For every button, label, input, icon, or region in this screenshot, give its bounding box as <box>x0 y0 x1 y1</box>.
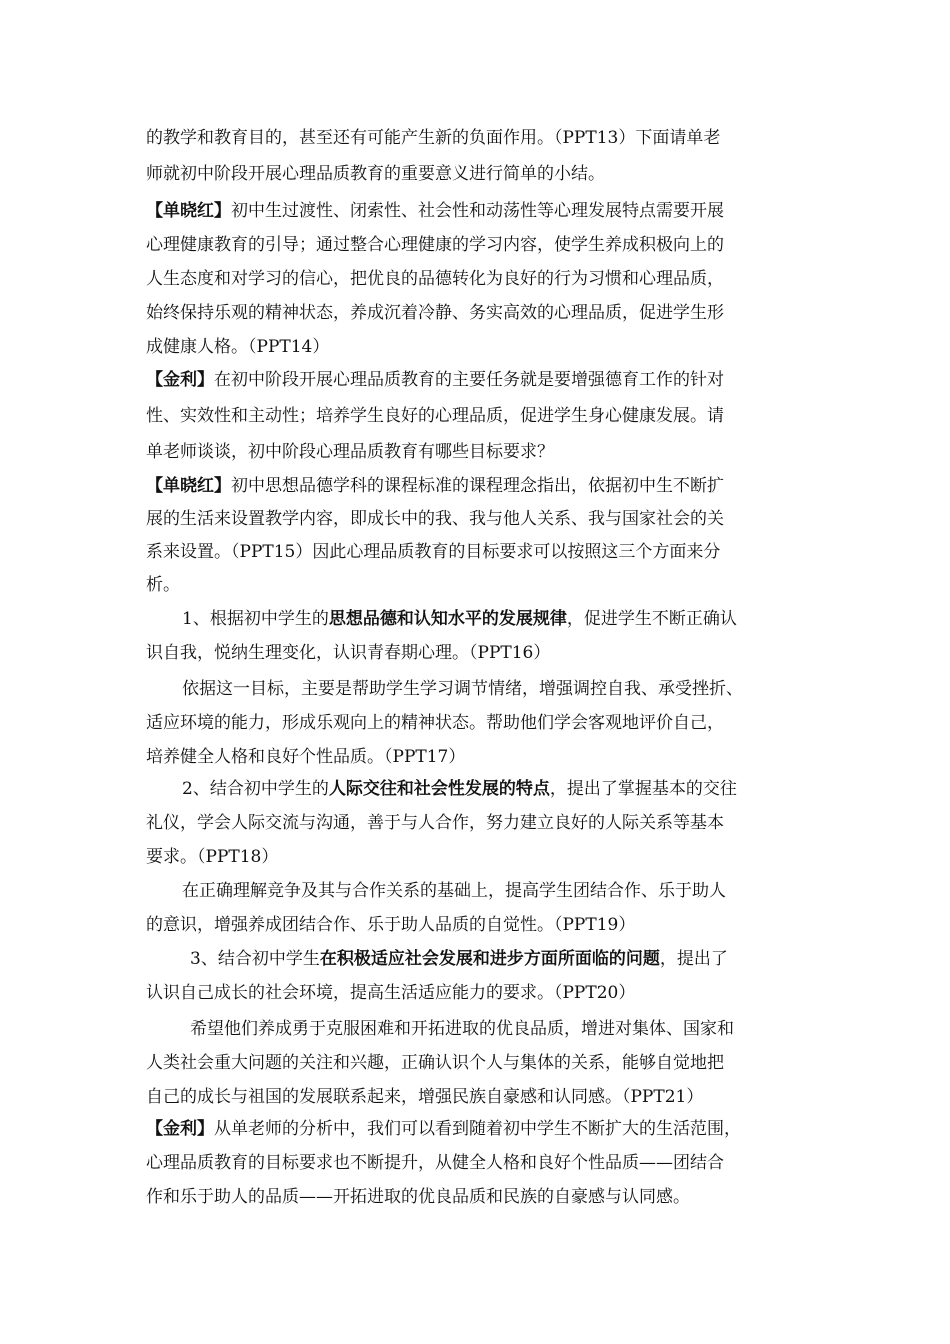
text-segment: ，提出了 <box>659 949 728 969</box>
text-line: 要求。（PPT18） <box>146 847 279 867</box>
text-segment: 2、结合初中学生的 <box>182 779 329 799</box>
list-item-3 <box>146 942 816 1010</box>
text-line: 析。 <box>146 575 180 595</box>
text-line: 系来设置。（PPT15）因此心理品质教育的目标要求可以按照这三个方面来分 <box>146 542 721 562</box>
paragraph-shan-2 <box>146 470 816 602</box>
list-item-1 <box>146 602 816 670</box>
text-segment: ，促进学生不断正确认 <box>566 609 737 629</box>
text-line: 礼仪，学会人际交流与沟通，善于与人合作，努力建立良好的人际关系等基本 <box>146 813 724 833</box>
text-line: 在初中阶段开展心理品质教育的主要任务就是要增强德育工作的针对 <box>214 370 724 390</box>
speaker-label: 【单晓红】 <box>146 476 231 496</box>
text-line: 的意识，增强养成团结合作、乐于助人品质的自觉性。（PPT19） <box>146 915 636 935</box>
text-segment: 3、结合初中学生 <box>190 949 320 969</box>
list-item-2 <box>146 772 816 874</box>
paragraph-goal-1 <box>146 672 816 774</box>
text-line: 单老师谈谈，初中阶段心理品质教育有哪些目标要求？ <box>146 442 554 462</box>
text-line: 展的生活来设置教学内容，即成长中的我、我与他人关系、我与国家社会的关 <box>146 509 724 529</box>
speaker-label: 【金利】 <box>146 370 214 390</box>
text-line: 人生态度和对学习的信心，把优良的品德转化为良好的行为习惯和心理品质， <box>146 269 724 289</box>
text-line: 初中思想品德学科的课程标准的课程理念指出，依据初中生不断扩 <box>231 476 724 496</box>
speaker-label: 【金利】 <box>146 1119 214 1139</box>
text-line: 成健康人格。（PPT14） <box>146 337 330 357</box>
paragraph-jin-1 <box>146 362 816 470</box>
paragraph-goal-2 <box>146 874 816 942</box>
text-line: 心理健康教育的引导；通过整合心理健康的学习内容，使学生养成积极向上的 <box>146 235 724 255</box>
text-line: 师就初中阶段开展心理品质教育的重要意义进行简单的小结。 <box>146 164 605 184</box>
text-line: 识自我，悦纳生理变化，认识青春期心理。（PPT16） <box>146 643 551 663</box>
text-segment: ，提出了掌握基本的交往 <box>549 779 737 799</box>
text-line: 的教学和教育目的，甚至还有可能产生新的负面作用。（PPT13）下面请单老 <box>146 128 721 148</box>
text-line: 依据这一目标，主要是帮助学生学习调节情绪，增强调控自我、承受挫折、 <box>182 679 743 699</box>
paragraph-shan-1 <box>146 194 816 364</box>
text-line: 在正确理解竞争及其与合作关系的基础上，提高学生团结合作、乐于助人 <box>182 881 726 901</box>
emphasis-text: 人际交往和社会性发展的特点 <box>328 779 550 799</box>
text-line: 希望他们养成勇于克服困难和开拓进取的优良品质，增进对集体、国家和 <box>190 1019 734 1039</box>
paragraph-goal-3 <box>146 1012 816 1114</box>
paragraph-jin-2 <box>146 1112 816 1214</box>
text-line: 作和乐于助人的品质——开拓进取的优良品质和民族的自豪感与认同感。 <box>146 1187 690 1207</box>
text-line: 人类社会重大问题的关注和兴趣，正确认识个人与集体的关系，能够自觉地把 <box>146 1053 724 1073</box>
speaker-label: 【单晓红】 <box>146 201 231 221</box>
emphasis-text: 在积极适应社会发展和进步方面所面临的问题 <box>319 949 660 969</box>
text-line: 心理品质教育的目标要求也不断提升，从健全人格和良好个性品质——团结合 <box>146 1153 724 1173</box>
text-line: 自己的成长与祖国的发展联系起来，增强民族自豪感和认同感。（PPT21） <box>146 1087 704 1107</box>
paragraph-intro <box>146 120 816 192</box>
text-line: 初中生过渡性、闭索性、社会性和动荡性等心理发展特点需要开展 <box>231 201 724 221</box>
text-line: 认识自己成长的社会环境，提高生活适应能力的要求。（PPT20） <box>146 983 636 1003</box>
text-segment: 1、根据初中学生的 <box>182 609 329 629</box>
emphasis-text: 思想品德和认知水平的发展规律 <box>328 609 567 629</box>
text-line: 性、实效性和主动性；培养学生良好的心理品质，促进学生身心健康发展。请 <box>146 406 724 426</box>
text-line: 培养健全人格和良好个性品质。（PPT17） <box>146 747 466 767</box>
text-line: 适应环境的能力，形成乐观向上的精神状态。帮助他们学会客观地评价自己， <box>146 713 724 733</box>
text-line: 从单老师的分析中，我们可以看到随着初中学生不断扩大的生活范围， <box>214 1119 741 1139</box>
text-line: 始终保持乐观的精神状态，养成沉着冷静、务实高效的心理品质，促进学生形 <box>146 303 724 323</box>
